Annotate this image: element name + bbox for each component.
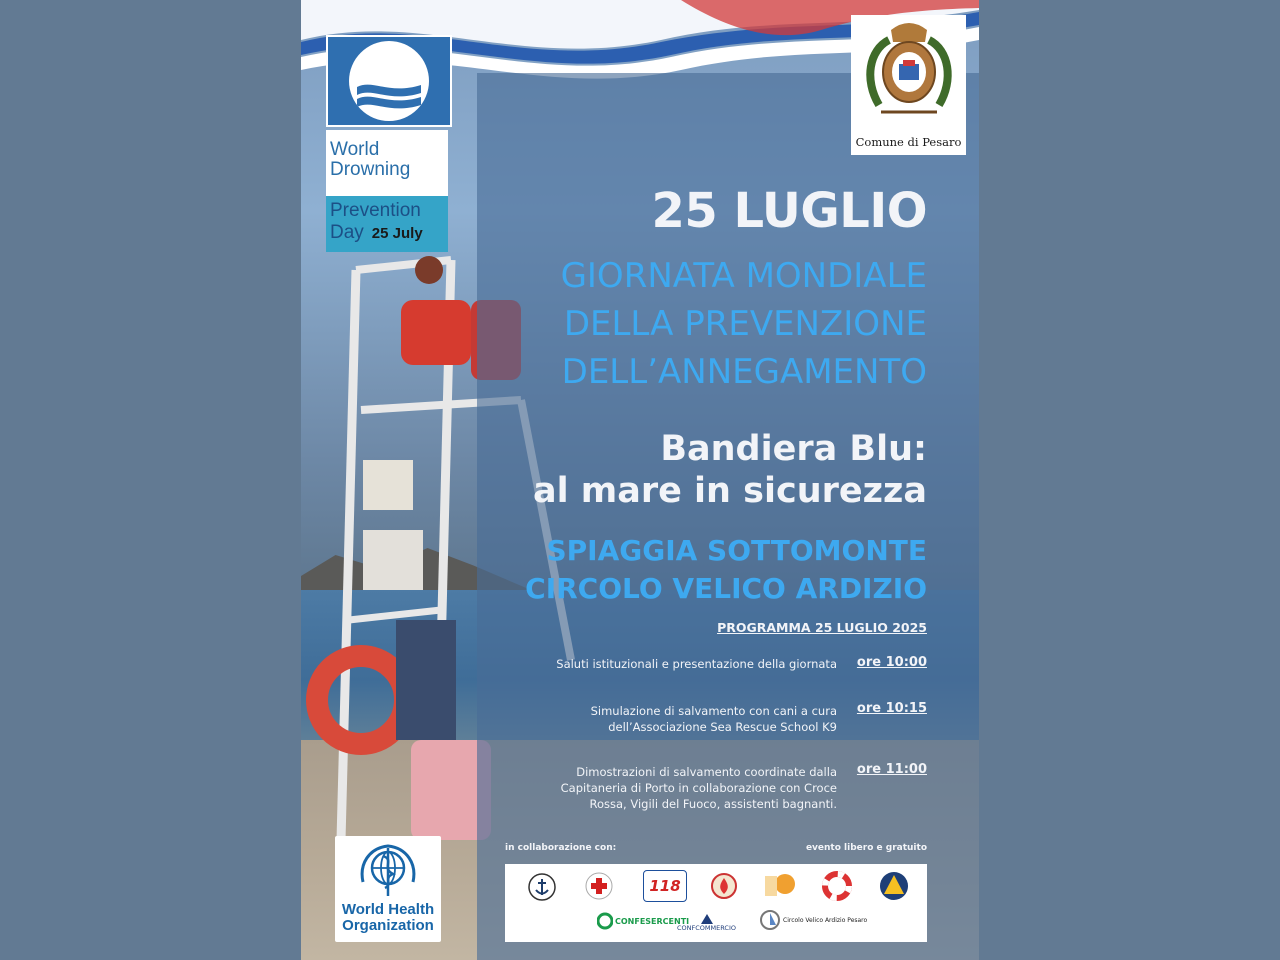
capitaneria-logo: [527, 872, 557, 902]
event-3-line-1: Dimostrazioni di salvamento coordinate dalla: [576, 765, 837, 779]
event-location: [447, 532, 927, 608]
partner-118-text: 118: [649, 877, 681, 895]
event-1-line-1: Saluti istituzionali e presentazione della giornata: [556, 657, 837, 671]
slogan-line-2: al mare in sicurezza: [532, 471, 927, 511]
date-title: 25 LUGLIO: [651, 183, 927, 239]
who-line-2: Organization: [342, 917, 434, 934]
event-3-time: ore 11:00: [856, 762, 927, 777]
wdpd-line-4: Day: [330, 222, 364, 243]
event-poster: [301, 0, 979, 960]
blue-flag-logo: [326, 35, 452, 127]
sea-rescue-school-logo: [763, 870, 797, 902]
confesercenti-text: CONFESERCENTI: [615, 916, 690, 926]
fire-icon: [710, 872, 738, 900]
partner-logos: [505, 864, 927, 942]
circolo-velico-logo: [760, 910, 867, 930]
confcommercio-logo: [677, 914, 736, 932]
wdpd-line-3: Prevention: [330, 200, 421, 221]
red-cross-icon: [585, 872, 613, 900]
subtitle-line-1: GIORNATA MONDIALE: [560, 256, 927, 296]
confesercenti-icon: [597, 910, 613, 932]
world-drowning-prevention-day-logo: [326, 130, 448, 252]
event-3-line-2: Capitaneria di Porto in collaborazione con Croce: [560, 781, 837, 795]
who-emblem-icon: [357, 842, 419, 900]
comune-di-pesaro-logo: [851, 15, 966, 155]
subtitle-line-3: DELL’ANNEGAMENTO: [561, 352, 927, 392]
confcommercio-text: CONFCOMMERCIO: [677, 924, 736, 932]
croce-rossa-logo: [585, 872, 613, 900]
protezione-civile-logo: [878, 870, 910, 902]
civil-protection-icon: [878, 870, 910, 902]
event-2-time: ore 10:15: [856, 701, 927, 716]
rescue-dog-icon: [763, 870, 797, 902]
event-2-line-2: dell’Associazione Sea Rescue School K9: [608, 720, 837, 734]
confesercenti-logo: [597, 910, 689, 932]
event-2-description: [487, 703, 837, 735]
salvamento-logo: [820, 870, 854, 902]
free-event-label: evento libero e gratuito: [805, 843, 927, 853]
slogan: [447, 428, 927, 512]
anchor-icon: [527, 872, 557, 902]
sailboat-icon: [760, 910, 780, 930]
event-1-time: ore 10:00: [856, 655, 927, 670]
who-line-1: World Health: [341, 901, 435, 918]
confcommercio-icon: [701, 914, 713, 924]
comune-name: Comune di Pesaro: [855, 135, 962, 149]
location-line-1: SPIAGGIA SOTTOMONTE: [546, 534, 927, 567]
slogan-line-1: Bandiera Blu:: [660, 429, 927, 469]
emergency-118-logo: [643, 870, 687, 902]
subtitle-line-2: DELLA PREVENZIONE: [563, 304, 927, 344]
wdpd-line-1: World: [330, 139, 380, 160]
collaboration-label: in collaborazione con:: [505, 843, 617, 853]
event-3-line-3: Rossa, Vigili del Fuoco, assistenti bagnanti.: [589, 797, 837, 811]
vigili-del-fuoco-logo: [710, 872, 738, 900]
event-3-description: [487, 764, 837, 812]
location-line-2: CIRCOLO VELICO ARDIZIO: [525, 572, 927, 605]
world-health-organization-logo: [335, 836, 441, 942]
event-2-line-1: Simulazione di salvamento con cani a cura: [590, 704, 837, 718]
circolo-text: Circolo Velico Ardizio Pesaro: [783, 916, 868, 924]
wdpd-line-2: Drowning: [330, 159, 411, 180]
wdpd-date: 25 July: [371, 225, 423, 242]
event-1-description: [487, 656, 837, 672]
event-subtitle: [447, 252, 927, 396]
pesaro-crest-icon: [859, 20, 959, 125]
program-title: PROGRAMMA 25 LUGLIO 2025: [717, 620, 927, 635]
blue-flag-emblem-icon: [349, 41, 429, 121]
lifebuoy-icon: [820, 870, 854, 902]
